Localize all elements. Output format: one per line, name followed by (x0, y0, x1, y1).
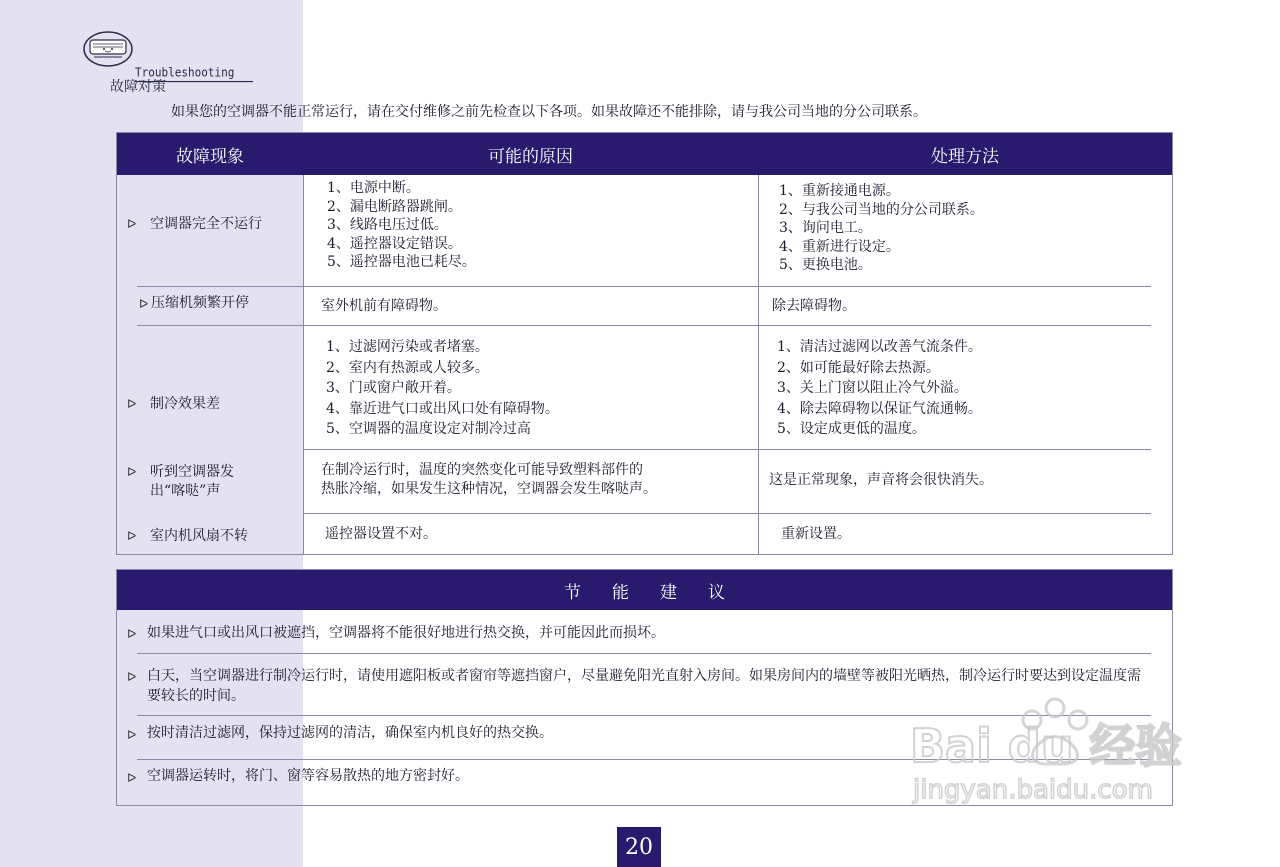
row-divider (137, 286, 1151, 287)
header-title-cn: 故障对策 (110, 79, 166, 95)
watermark-brand: Bai du 经验 (910, 719, 1182, 773)
cause-item: 5、遥控器电池已耗尽。 (327, 254, 476, 270)
cause-item: 5、空调器的温度设定对制冷过高 (326, 421, 531, 437)
cause-item: 4、遥控器设定错误。 (327, 235, 462, 252)
row5-symptom: 室内机风扇不转 (150, 528, 248, 544)
solution-item: 1、重新接通电源。 (779, 183, 900, 199)
cause-item: 3、线路电压过低。 (327, 217, 448, 233)
row3-symptom: 制冷效果差 (150, 396, 220, 412)
cause-item: 4、靠近进气口或出风口处有障碍物。 (326, 400, 559, 417)
energy-saving-title: 节能建议 (117, 570, 1172, 610)
solution-item: 5、设定成更低的温度。 (777, 421, 926, 437)
row5-cause: 遥控器设置不对。 (325, 526, 437, 542)
cause-item: 1、过滤网污染或者堵塞。 (326, 339, 489, 355)
energy-tip: 按时清洁过滤网，保持过滤网的清洁，确保室内机良好的热交换。 (147, 725, 553, 741)
energy-tip: 如果进气口或出风口被遮挡，空调器将不能很好地进行热交换，并可能因此而损坏。 (147, 625, 665, 641)
solution-item: 4、重新进行设定。 (779, 238, 900, 255)
tip-divider (137, 653, 1151, 654)
row-divider (137, 325, 1151, 326)
page-number: 20 (617, 827, 661, 867)
row4-causes: 在制冷运行时，温度的突然变化可能导致塑料部件的 热胀冷缩，如果发生这种情况，空调器会发生喀哒声。 (321, 462, 657, 497)
row-divider (303, 513, 1151, 514)
solution-item: 3、询问电工。 (779, 220, 872, 236)
row1-causes (327, 179, 476, 272)
header-symptom: 故障现象 (117, 133, 303, 175)
header-causes: 可能的原因 (303, 133, 758, 175)
solution-item: 2、如可能最好除去热源。 (777, 359, 940, 376)
bullet-arrow-icon: ᐅ (127, 465, 137, 479)
energy-tip: 白天，当空调器进行制冷运行时，请使用遮阳板或者窗帘等遮挡窗户，尽量避免阳光直射入房间。如果房间内的墙壁等被阳光晒热，制冷运行时要达到设定温度需要较长的时间。 (147, 668, 1141, 704)
solution-item: 4、除去障碍物以保证气流通畅。 (777, 400, 982, 417)
air-conditioner-icon (82, 29, 134, 69)
row4-symptom: 听到空调器发 出“喀哒”声 (150, 464, 234, 499)
row3-causes (326, 337, 559, 440)
cause-item: 2、漏电断路器跳闸。 (327, 198, 462, 215)
bullet-arrow-icon: ᐅ (127, 771, 137, 785)
row2-solution: 除去障碍物。 (772, 298, 856, 314)
troubleshooting-table (116, 132, 1173, 555)
row1-solutions (779, 182, 984, 275)
bullet-arrow-icon: ᐅ (127, 627, 137, 641)
row2-cause: 室外机前有障碍物。 (321, 298, 447, 314)
bullet-arrow-icon: ᐅ (139, 297, 149, 311)
solution-item: 5、更换电池。 (779, 257, 872, 273)
intro-text: 如果您的空调器不能正常运行，请在交付维修之前先检查以下各项。如果故障还不能排除，请与我公司当地的分公司联系。 (171, 104, 927, 120)
row3-solutions (777, 337, 982, 440)
cause-item: 3、门或窗户敞开着。 (326, 380, 461, 396)
row1-symptom: 空调器完全不运行 (150, 216, 262, 232)
row2-symptom: 压缩机频繁开停 (151, 295, 249, 311)
energy-tip: 空调器运转时，将门、窗等容易散热的地方密封好。 (147, 768, 469, 784)
baidu-watermark-logo (905, 690, 1205, 810)
column-divider (758, 175, 759, 554)
solution-item: 3、关上门窗以阻止冷气外溢。 (777, 380, 968, 396)
watermark-url: jingyan.baidu.com (913, 775, 1153, 805)
row-divider (303, 449, 1151, 450)
solution-item: 2、与我公司当地的分公司联系。 (779, 201, 984, 218)
row4-solution: 这是正常现象，声音将会很快消失。 (769, 472, 993, 488)
cause-item: 2、室内有热源或人较多。 (326, 359, 489, 376)
cause-item: 1、电源中断。 (327, 180, 420, 196)
bullet-arrow-icon: ᐅ (127, 728, 137, 742)
header-title-en: Troubleshooting (135, 65, 253, 82)
solution-item: 1、清洁过滤网以改善气流条件。 (777, 339, 982, 355)
row5-solution: 重新设置。 (781, 526, 851, 542)
column-divider (303, 175, 304, 554)
bullet-arrow-icon: ᐅ (127, 397, 137, 411)
bullet-arrow-icon: ᐅ (127, 670, 137, 684)
bullet-arrow-icon: ᐅ (127, 217, 137, 231)
bullet-arrow-icon: ᐅ (127, 529, 137, 543)
header-solutions: 处理方法 (758, 133, 1172, 175)
